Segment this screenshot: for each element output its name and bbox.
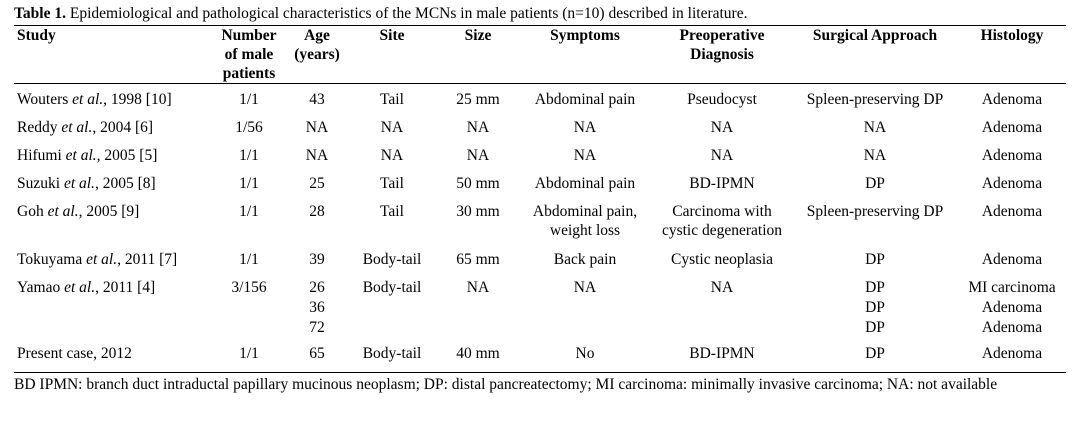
- cell-histology: [958, 278, 1066, 344]
- cell-histology-value: Adenoma: [981, 147, 1043, 164]
- study-author: Tokuyama: [17, 251, 83, 268]
- study-author: Wouters: [17, 91, 69, 108]
- cell-approach: [792, 84, 958, 119]
- cell-age: [288, 278, 346, 344]
- cell-age: [288, 84, 346, 119]
- cell-symptoms: Abdominal pain: [534, 91, 636, 108]
- table-row: [14, 118, 1066, 146]
- cell-number: 1/1: [239, 91, 259, 108]
- cell-age-value: NA: [305, 147, 329, 164]
- cell-site: Body-tail: [362, 279, 422, 296]
- cell-size: NA: [466, 119, 490, 136]
- cell-age: [288, 118, 346, 146]
- cell-site: Body-tail: [346, 344, 438, 373]
- cell-study: [14, 344, 210, 373]
- cell-symptoms: NA: [573, 119, 597, 136]
- table-row: [14, 278, 1066, 344]
- cell-number: 3/156: [231, 279, 267, 296]
- cell-study: [14, 250, 210, 278]
- cell-age-value: 72: [309, 319, 325, 336]
- cell-study: [14, 146, 210, 174]
- cell-histology: [958, 146, 1066, 174]
- cell-age: [288, 146, 346, 174]
- table-row: [14, 174, 1066, 202]
- cell-symptoms: Back pain: [553, 251, 617, 268]
- cell-number: 1/1: [210, 344, 288, 373]
- study-author: Suzuki: [17, 175, 61, 192]
- cell-diagnosis: BD-IPMN: [689, 175, 755, 192]
- cell-symptoms: NA: [573, 279, 597, 296]
- cell-age: [288, 174, 346, 202]
- cell-approach: [792, 202, 958, 250]
- cell-approach: [792, 344, 958, 373]
- cell-histology-value: MI carcinoma: [968, 279, 1056, 296]
- cell-age-value: NA: [305, 119, 329, 136]
- cell-histology-value: Adenoma: [981, 251, 1043, 268]
- cell-size: 50 mm: [456, 175, 500, 192]
- header-site: Site: [379, 27, 405, 44]
- header-number: Number of male patients: [221, 27, 277, 82]
- cell-size: 65 mm: [456, 251, 500, 268]
- study-etal: et al.: [82, 251, 118, 268]
- cell-diagnosis: NA: [710, 119, 734, 136]
- study-author: Goh: [17, 203, 44, 220]
- cell-symptoms: Abdominal pain: [534, 175, 636, 192]
- table-footnote: BD IPMN: branch duct intraductal papillary mucinous neoplasm; DP: distal pancreatectomy; MI carcinoma: minimally invasive carcinoma; NA: not available: [14, 376, 998, 393]
- study-year-ref: , 2005 [8]: [94, 175, 156, 192]
- cell-study: [14, 84, 210, 119]
- cell-age: [288, 344, 346, 373]
- cell-histology-value: Adenoma: [981, 175, 1043, 192]
- cell-approach-value: Spleen-preserving DP: [806, 203, 944, 220]
- cell-histology-value: Adenoma: [981, 119, 1043, 136]
- cell-histology: [958, 344, 1066, 373]
- cell-age-value: 36: [309, 299, 325, 316]
- cell-histology: [958, 250, 1066, 278]
- header-approach: Surgical Approach: [812, 27, 938, 44]
- cell-histology: [958, 174, 1066, 202]
- cell-approach-value: DP: [865, 319, 885, 336]
- cell-age-value: 65: [309, 345, 325, 362]
- caption-text: Epidemiological and pathological characteristics of the MCNs in male patients (n=10) described in literature.: [65, 5, 748, 22]
- cell-approach-value: DP: [865, 251, 885, 268]
- header-diagnosis: Preoperative Diagnosis: [679, 27, 765, 63]
- cell-histology-value: Adenoma: [981, 345, 1043, 362]
- cell-size: 40 mm: [438, 344, 518, 373]
- table-body: [14, 84, 1066, 373]
- study-year-ref: , 2005 [5]: [96, 147, 158, 164]
- study-author: Yamao: [17, 279, 61, 296]
- header-size: Size: [464, 27, 492, 44]
- cell-site: NA: [380, 119, 404, 136]
- study-etal: et al.: [57, 119, 93, 136]
- cell-approach-value: NA: [863, 119, 887, 136]
- cell-number: 1/56: [235, 119, 263, 136]
- cell-diagnosis: Pseudocyst: [687, 91, 757, 108]
- study-year-ref: , 2011 [4]: [95, 279, 156, 296]
- cell-study: [14, 118, 210, 146]
- cell-approach-value: DP: [865, 345, 885, 362]
- cell-symptoms: No: [518, 344, 652, 373]
- header-age: Age (years): [294, 27, 340, 63]
- cell-histology: [958, 202, 1066, 250]
- cell-number: 1/1: [239, 203, 259, 220]
- cell-diagnosis: Carcinoma with cystic degeneration: [661, 203, 783, 239]
- cell-study: [14, 174, 210, 202]
- study-author: Hifumi: [17, 147, 62, 164]
- cell-site: Tail: [380, 91, 404, 108]
- cell-histology-value: Adenoma: [981, 319, 1043, 336]
- study-author: Reddy: [17, 119, 58, 136]
- cell-histology: [958, 118, 1066, 146]
- table-row: [14, 202, 1066, 250]
- cell-size: NA: [466, 279, 490, 296]
- cell-age-value: 39: [309, 251, 325, 268]
- cell-approach: [792, 118, 958, 146]
- characteristics-table: [14, 25, 1066, 373]
- cell-size: 25 mm: [456, 91, 500, 108]
- cell-size: 30 mm: [456, 203, 500, 220]
- study-etal: et al.: [68, 91, 104, 108]
- cell-number: 1/1: [239, 147, 259, 164]
- cell-site: Body-tail: [362, 251, 422, 268]
- cell-study: [14, 202, 210, 250]
- cell-diagnosis: NA: [710, 279, 734, 296]
- table-row: [14, 146, 1066, 174]
- study-author: Present case, 2012: [17, 345, 132, 362]
- cell-approach-value: DP: [865, 279, 885, 296]
- cell-approach-value: DP: [865, 299, 885, 316]
- cell-symptoms: Abdominal pain, weight loss: [532, 203, 638, 239]
- cell-study: [14, 278, 210, 344]
- study-year-ref: , 2005 [9]: [78, 203, 140, 220]
- cell-approach: [792, 278, 958, 344]
- cell-approach: [792, 250, 958, 278]
- cell-approach: [792, 146, 958, 174]
- cell-site: Tail: [380, 175, 404, 192]
- cell-number: 1/1: [239, 251, 259, 268]
- cell-age-value: 26: [309, 279, 325, 296]
- cell-histology-value: Adenoma: [981, 91, 1043, 108]
- table-caption: [14, 4, 1082, 23]
- header-histology: Histology: [980, 27, 1044, 44]
- cell-approach-value: Spleen-preserving DP: [806, 91, 944, 108]
- cell-diagnosis: BD-IPMN: [652, 344, 792, 373]
- table-row: [14, 250, 1066, 278]
- header-symptoms: Symptoms: [550, 27, 620, 44]
- study-etal: et al.: [60, 279, 96, 296]
- cell-histology-value: Adenoma: [981, 203, 1043, 220]
- cell-number: 1/1: [239, 175, 259, 192]
- cell-approach-value: DP: [865, 175, 885, 192]
- cell-site: Tail: [380, 203, 404, 220]
- study-etal: et al.: [60, 175, 95, 192]
- study-year-ref: , 2004 [6]: [92, 119, 154, 136]
- header-row: [14, 26, 1066, 84]
- cell-diagnosis: NA: [710, 147, 734, 164]
- study-year-ref: , 1998 [10]: [103, 91, 172, 108]
- study-etal: et al.: [61, 147, 97, 164]
- cell-age-value: 25: [309, 175, 325, 192]
- cell-diagnosis: Cystic neoplasia: [670, 251, 774, 268]
- caption-label: Table 1.: [14, 5, 66, 22]
- cell-approach-value: NA: [863, 147, 887, 164]
- cell-histology: [958, 84, 1066, 119]
- cell-size: NA: [466, 147, 490, 164]
- cell-age-value: 43: [309, 91, 325, 108]
- study-etal: et al.: [43, 203, 79, 220]
- cell-histology-value: Adenoma: [981, 299, 1043, 316]
- study-year-ref: , 2011 [7]: [117, 251, 178, 268]
- cell-site: NA: [380, 147, 404, 164]
- cell-age: [288, 202, 346, 250]
- table-row: [14, 344, 1066, 373]
- table-header: [14, 26, 1066, 84]
- header-study: Study: [17, 27, 56, 44]
- table-row: [14, 84, 1066, 119]
- cell-age: [288, 250, 346, 278]
- cell-age-value: 28: [309, 203, 325, 220]
- cell-approach: [792, 174, 958, 202]
- cell-symptoms: NA: [573, 147, 597, 164]
